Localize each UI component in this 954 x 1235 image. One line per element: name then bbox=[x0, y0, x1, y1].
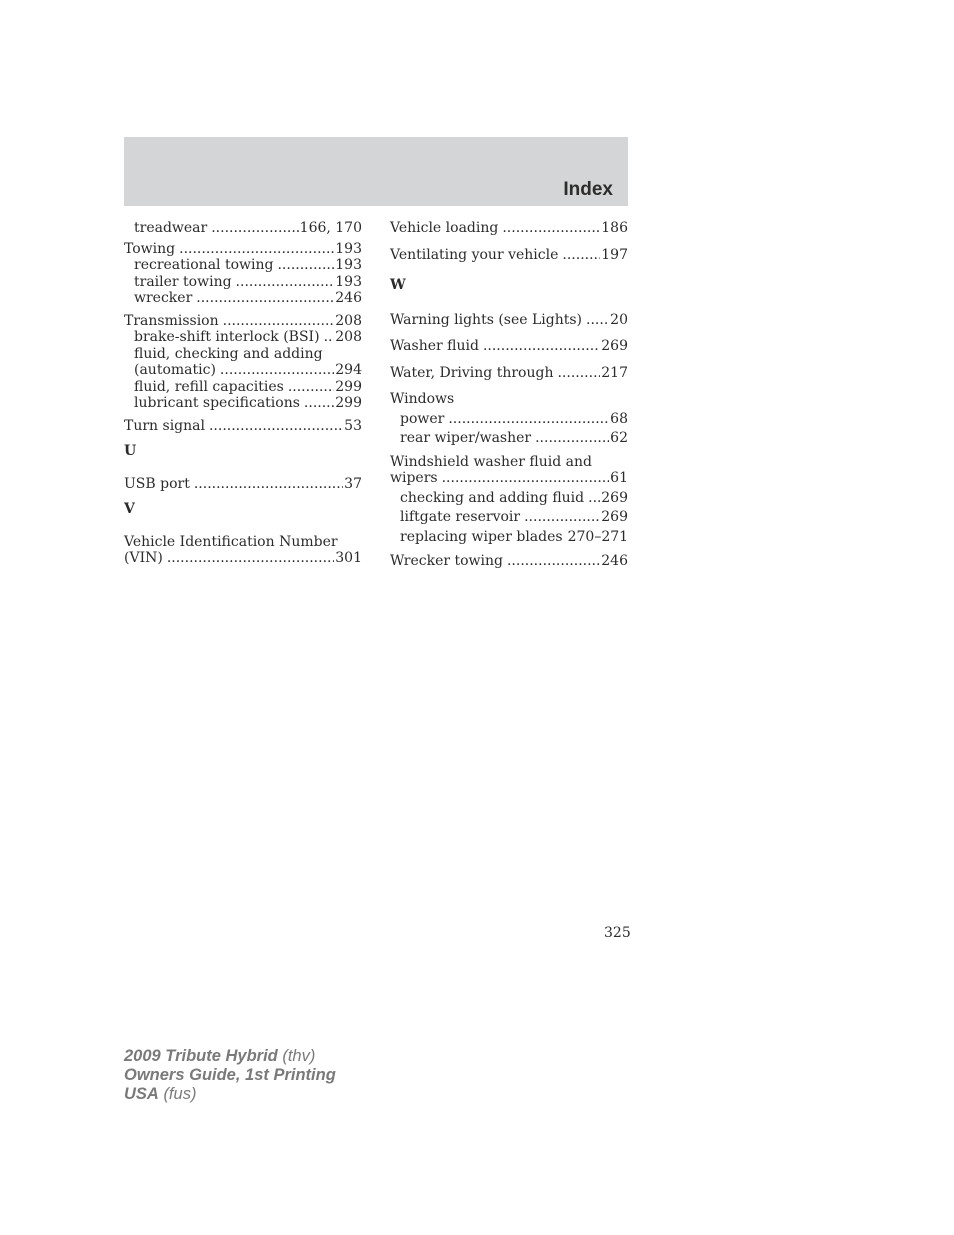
index-entry-water-driving: Water, Driving through ..... 217 bbox=[390, 365, 628, 382]
page-title: Index bbox=[563, 179, 613, 200]
footer-market: USA bbox=[124, 1085, 159, 1103]
index-entry-ventilating: Ventilating your vehicle ..... 197 bbox=[390, 247, 628, 264]
index-entry-recreational-towing: recreational towing ..... 193 bbox=[124, 257, 362, 274]
index-entry-liftgate-reservoir: liftgate reservoir ..... 269 bbox=[390, 509, 628, 526]
footer-imprint bbox=[124, 1047, 336, 1104]
index-entry-wrecker-towing: Wrecker towing ..... 246 bbox=[390, 553, 628, 570]
index-entry-fluid-checking-line1: fluid, checking and adding bbox=[134, 345, 323, 362]
section-letter-v: V bbox=[124, 501, 135, 517]
header-band bbox=[124, 137, 628, 206]
index-entry-power: power ..... 68 bbox=[390, 411, 628, 428]
page-number: 325 bbox=[604, 925, 631, 941]
index-entry-wrecker: wrecker ..... 246 bbox=[124, 290, 362, 307]
index-entry-brake-shift-interlock: brake-shift interlock (BSI) ..... 208 bbox=[124, 329, 362, 346]
index-entry-vin: (VIN) ..... 301 bbox=[124, 550, 362, 567]
index-entry-checking-adding-fluid: checking and adding fluid ..... 269 bbox=[390, 490, 628, 507]
index-entry-fluid-checking: (automatic) ..... 294 bbox=[124, 362, 362, 379]
section-letter-u: U bbox=[124, 443, 137, 459]
index-entry-fluid-refill: fluid, refill capacities ..... 299 bbox=[124, 379, 362, 396]
index-column-right bbox=[390, 220, 628, 570]
index-entry-washer-fluid: Washer fluid ..... 269 bbox=[390, 338, 628, 355]
index-entry-vehicle-loading: Vehicle loading ..... 186 bbox=[390, 220, 628, 237]
index-entry-wipers: wipers ..... 61 bbox=[390, 470, 628, 487]
index-column-left bbox=[124, 220, 362, 567]
index-entry-transmission: Transmission ..... 208 bbox=[124, 313, 362, 330]
index-entry-lubricant: lubricant specifications ..... 299 bbox=[124, 395, 362, 412]
index-entry-rear-wiper: rear wiper/washer ..... 62 bbox=[390, 430, 628, 447]
footer-model: 2009 Tribute Hybrid bbox=[124, 1047, 278, 1065]
footer-model-code: (thv) bbox=[282, 1047, 316, 1065]
section-letter-w: W bbox=[390, 277, 406, 293]
index-entry-replacing-blades: replacing wiper blades 270–271 bbox=[400, 528, 629, 545]
index-entry-warning-lights: Warning lights (see Lights) ..... 20 bbox=[390, 312, 628, 329]
index-entry-vin-line1: Vehicle Identification Number bbox=[124, 533, 338, 550]
index-entry-treadwear: treadwear ..... 166, 170 bbox=[124, 220, 362, 237]
index-entry-turn-signal: Turn signal ..... 53 bbox=[124, 418, 362, 435]
index-entry-towing: Towing ..... 193 bbox=[124, 241, 362, 258]
index-entry-trailer-towing: trailer towing ..... 193 bbox=[124, 274, 362, 291]
footer-market-code: (fus) bbox=[163, 1085, 197, 1103]
footer-edition: Owners Guide, 1st Printing bbox=[124, 1066, 336, 1084]
index-entry-windshield-line1: Windshield washer fluid and bbox=[390, 453, 592, 470]
index-entry-usb-port: USB port ..... 37 bbox=[124, 476, 362, 493]
index-entry-windows: Windows bbox=[390, 391, 455, 407]
